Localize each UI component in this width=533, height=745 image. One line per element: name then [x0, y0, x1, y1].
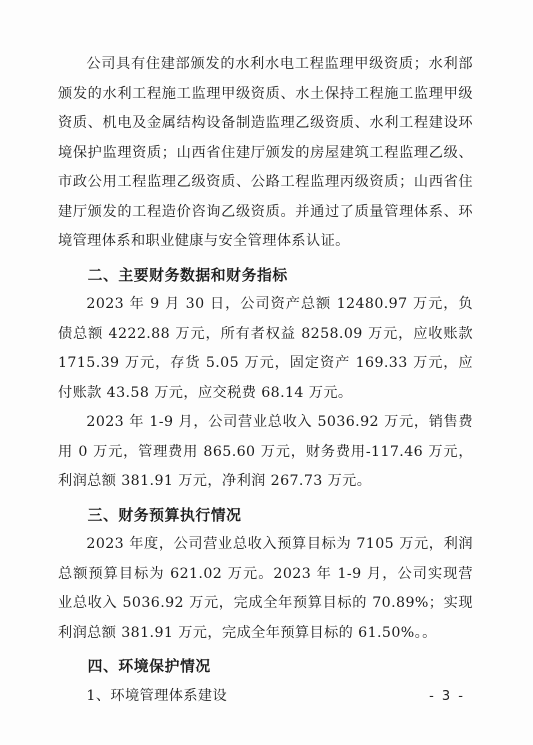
income-statement-paragraph: 2023 年 1-9 月，公司营业总收入 5036.92 万元，销售费用 0 万元，管理费用 865.60 万元，财务费用-117.46 万元，利润总额 381.91 万元，净利润 267.73 万元。 [58, 414, 473, 489]
budget-paragraph: 2023 年度，公司营业总收入预算目标为 7105 万元，利润总额预算目标为 621.02 万元。2023 年 1-9 月，公司实现营业总收入 5036.92 万元，完成全年预算目标的 70.89%；实现利润总额 381.91 万元，完成全年预算目标的 61.50%。。 [58, 536, 473, 641]
document-body [58, 50, 473, 711]
section-heading-financial-data: 二、主要财务数据和财务指标 [87, 266, 288, 284]
page-number: - 3 - [429, 689, 465, 704]
qualification-paragraph: 公司具有住建部颁发的水利水电工程监理甲级资质；水利部颁发的水利工程施工监理甲级资质、水土保持工程施工监理甲级资质、机电及金属结构设备制造监理乙级资质、水利工程建设环境保护监理资质；山西省住建厅颁发的房屋建筑工程监理乙级、市政公用工程监理乙级资质、公路工程监理丙级资质；山西省住建厅颁发的工程造价咨询乙级资质。并通过了质量管理体系、环境管理体系和职业健康与安全管理体系认证。 [58, 56, 473, 249]
financial-position-paragraph: 2023 年 9 月 30 日，公司资产总额 12480.97 万元，负债总额 4222.88 万元，所有者权益 8258.09 万元，应收账款 1715.39 万元，存货 5.05 万元，固定资产 169.33 万元，应付账款 43.58 万元，应交税费 68.14 万元。 [58, 296, 473, 401]
subheading-environmental-management-system: 1、环境管理体系建设 [86, 687, 228, 704]
section-heading-environmental-protection: 四、环境保护情况 [87, 658, 211, 675]
section-heading-budget-execution: 三、财务预算执行情况 [87, 506, 242, 524]
